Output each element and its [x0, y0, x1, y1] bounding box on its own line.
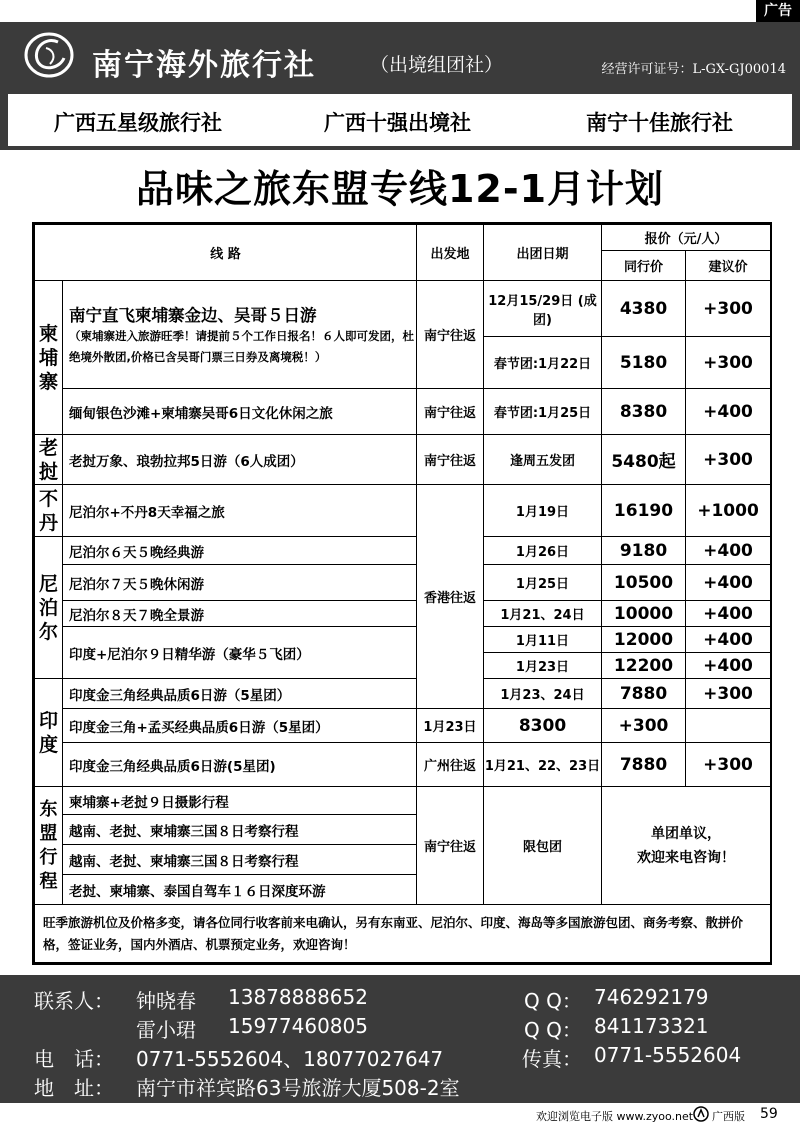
route-asean-1: 柬埔寨+老挝９日摄影行程 — [63, 787, 417, 815]
price-note-line-1: 单团单议， — [651, 825, 721, 842]
license-number: 经营许可证号：L-GX-GJ00014 — [601, 62, 786, 77]
peer-price-cell: 4380 — [602, 281, 686, 337]
suggested-price-cell: +300 — [686, 281, 771, 337]
tel-label: 电 话： — [34, 1047, 114, 1071]
route-nepal-8day: 尼泊尔８天７晚全景游 — [63, 601, 417, 627]
address: 南宁市祥宾路63号旅游大厦508-2室 — [136, 1076, 460, 1100]
page-number: 59 — [760, 1106, 778, 1122]
header-departure: 出发地 — [417, 225, 484, 281]
fax-number: 0771-5552604 — [594, 1043, 742, 1067]
contact-label: 联系人： — [34, 989, 114, 1013]
route-nepal-7day: 尼泊尔７天５晚休闲游 — [63, 565, 417, 601]
header-route: 线 路 — [35, 225, 417, 281]
footnote: 旺季旅游机位及价格多变，请各位同行收客前来电确认，另有东南亚、尼泊尔、印度、海岛等多国旅游包团、商务考察、散拼价格，签证业务，国内外酒店、机票预定业务，欢迎咨询！ — [35, 905, 771, 963]
bottom-bar — [0, 1103, 800, 1127]
date-cell: 1月23日 — [484, 653, 602, 679]
route-asean-3: 越南、老挝、柬埔寨三国８日考察行程 — [63, 845, 417, 875]
departure-hk: 香港往返 — [417, 485, 484, 709]
region-laos: 老挝 — [35, 435, 63, 485]
contact-person-2: 雷小珺 — [136, 1018, 196, 1042]
route-bhutan: 尼泊尔+不丹8天幸福之旅 — [63, 485, 417, 537]
date-cell: 春节团:1月22日 — [484, 337, 602, 389]
date-cell: 限包团 — [484, 787, 602, 905]
departure-cell: 南宁往返 — [417, 435, 484, 485]
peer-price-cell: 12000 — [602, 627, 686, 653]
fax-label: 传真： — [522, 1047, 582, 1071]
route-myanmar-cambodia: 缅甸银色沙滩+柬埔寨吴哥6日文化休闲之旅 — [63, 389, 417, 435]
address-label: 地 址： — [34, 1076, 114, 1100]
suggested-price-cell: +400 — [686, 537, 771, 565]
route-nepal-6day: 尼泊尔６天５晚经典游 — [63, 537, 417, 565]
honor-2: 广西十强出境社 — [324, 111, 471, 135]
region-asean: 东盟行程 — [35, 787, 63, 905]
route-india-mumbai: 印度金三角+孟买经典品质6日游（5星团） — [63, 709, 417, 743]
peer-price-cell: 16190 — [602, 485, 686, 537]
route-note: （柬埔寨进入旅游旺季！请提前５个工作日报名！６人即可发团，杜绝境外散团,价格已含吴哥门票三日券及离境税！） — [69, 328, 414, 364]
suggested-price-cell: +300 — [686, 337, 771, 389]
contact-person-1: 钟晓春 — [136, 989, 196, 1013]
agency-subtitle: （出境组团社） — [370, 54, 504, 76]
suggested-price-cell: +1000 — [686, 485, 771, 537]
tour-table — [32, 222, 772, 965]
price-note-line-2: 欢迎来电咨询！ — [637, 849, 735, 866]
date-cell: 1月23日 — [417, 709, 484, 743]
qq-number-2: 841173321 — [594, 1014, 709, 1038]
region-india: 印度 — [35, 679, 63, 787]
region-nepal: 尼泊尔 — [35, 537, 63, 679]
route-india-golden-triangle: 印度金三角经典品质6日游（5星团） — [63, 679, 417, 709]
route-cambodia-5day — [63, 281, 417, 389]
peer-price-cell: 12200 — [602, 653, 686, 679]
peer-price-cell: 5180 — [602, 337, 686, 389]
peer-price-cell: 7880 — [602, 679, 686, 709]
contact-footer — [0, 975, 800, 1103]
peer-price-cell: 7880 — [602, 743, 686, 787]
site-link[interactable]: 欢迎浏览电子版 www.zyoo.net — [536, 1110, 694, 1123]
ad-tag: 广告 — [756, 0, 800, 22]
suggested-price-cell: +400 — [686, 565, 771, 601]
suggested-price-cell: +300 — [602, 709, 686, 743]
route-laos: 老挝万象、琅勃拉邦5日游（6人成团） — [63, 435, 417, 485]
suggested-price-cell: +300 — [686, 435, 771, 485]
page-title: 品味之旅东盟专线12-1月计划 — [135, 167, 665, 211]
header-price: 报价（元/人） — [602, 225, 771, 251]
date-cell: 1月23、24日 — [484, 679, 602, 709]
honor-1: 广西五星级旅行社 — [54, 111, 222, 135]
suggested-price-cell: +400 — [686, 627, 771, 653]
header-dates: 出团日期 — [484, 225, 602, 281]
route-asean-4: 老挝、柬埔寨、泰国自驾车１６日深度环游 — [63, 875, 417, 905]
agency-name: 南宁海外旅行社 — [92, 48, 316, 83]
date-cell: 1月11日 — [484, 627, 602, 653]
date-cell: 1月26日 — [484, 537, 602, 565]
price-note — [602, 787, 771, 905]
suggested-price-cell: +400 — [686, 389, 771, 435]
region-cambodia: 柬埔寨 — [35, 281, 63, 435]
peer-price-cell: 9180 — [602, 537, 686, 565]
suggested-price-cell: +300 — [686, 679, 771, 709]
date-cell: 1月25日 — [484, 565, 602, 601]
qq-label-1: Q Q： — [524, 989, 582, 1013]
date-cell: 春节团:1月25日 — [484, 389, 602, 435]
departure-cell: 南宁往返 — [417, 389, 484, 435]
edition-logo-icon — [693, 1106, 709, 1125]
route-title: 南宁直飞柬埔寨金边、吴哥５日游 — [69, 305, 317, 325]
date-cell: 1月21、24日 — [484, 601, 602, 627]
suggested-price-cell: +400 — [686, 653, 771, 679]
contact-phone-2: 15977460805 — [228, 1014, 368, 1038]
header-suggested-price: 建议价 — [686, 251, 771, 281]
tel-numbers: 0771-5552604、18077027647 — [136, 1047, 444, 1071]
peer-price-cell: 10500 — [602, 565, 686, 601]
peer-price-cell: 8300 — [484, 709, 602, 743]
route-india-nepal: 印度+尼泊尔９日精华游（豪华５飞团） — [63, 627, 417, 679]
header-peer-price: 同行价 — [602, 251, 686, 281]
agency-logo-icon — [22, 28, 76, 82]
departure-cell: 南宁往返 — [417, 281, 484, 389]
route-india-guangzhou: 印度金三角经典品质6日游(5星团) — [63, 743, 417, 787]
departure-cell: 广州往返 — [417, 743, 484, 787]
header — [0, 22, 800, 150]
date-cell: 1月19日 — [484, 485, 602, 537]
honors-bar — [8, 94, 792, 146]
edition-label: 广西版 — [712, 1110, 745, 1123]
peer-price-cell: 8380 — [602, 389, 686, 435]
region-bhutan: 不丹 — [35, 485, 63, 537]
qq-number-1: 746292179 — [594, 985, 709, 1009]
date-cell: 逢周五发团 — [484, 435, 602, 485]
suggested-price-cell: +300 — [686, 743, 771, 787]
departure-cell: 南宁往返 — [417, 787, 484, 905]
date-cell: 12月15/29日 (成团) — [484, 281, 602, 337]
peer-price-cell: 5480起 — [602, 435, 686, 485]
qq-label-2: Q Q： — [524, 1018, 582, 1042]
suggested-price-cell: +400 — [686, 601, 771, 627]
route-asean-2: 越南、老挝、柬埔寨三国８日考察行程 — [63, 815, 417, 845]
peer-price-cell: 10000 — [602, 601, 686, 627]
date-cell: 1月21、22、23日 — [484, 743, 602, 787]
contact-phone-1: 13878888652 — [228, 985, 368, 1009]
honor-3: 南宁十佳旅行社 — [586, 111, 733, 135]
